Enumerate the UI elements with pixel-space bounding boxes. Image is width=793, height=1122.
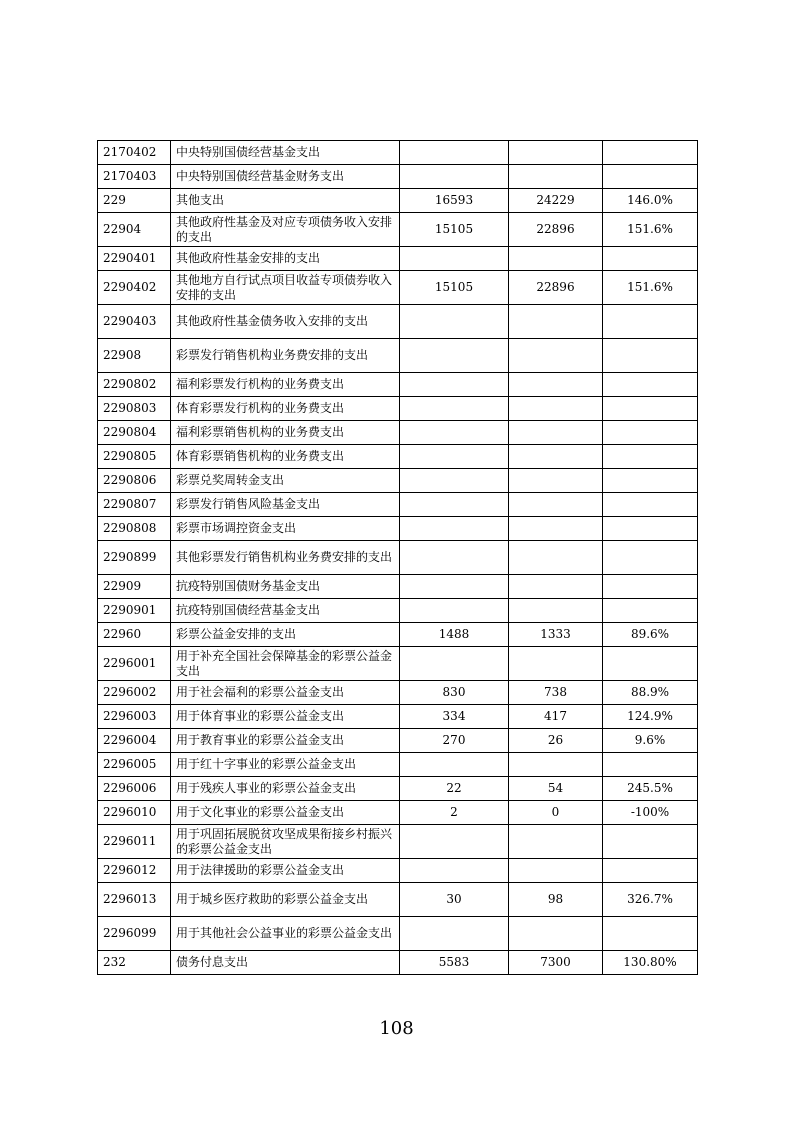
percent-cell: 89.6% (603, 623, 698, 647)
table-row (98, 859, 698, 883)
item-code-cell: 2296003 (98, 705, 171, 729)
percent-cell (603, 247, 698, 271)
table-row (98, 599, 698, 623)
table-row (98, 575, 698, 599)
value-cell-1 (400, 647, 509, 681)
value-cell-1 (400, 917, 509, 951)
percent-cell (603, 373, 698, 397)
item-name-cell: 用于文化事业的彩票公益金支出 (171, 801, 400, 825)
table-row (98, 189, 698, 213)
item-code-cell: 2170403 (98, 165, 171, 189)
item-name-cell: 体育彩票销售机构的业务费支出 (171, 445, 400, 469)
value-cell-2: 417 (509, 705, 603, 729)
value-cell-2 (509, 575, 603, 599)
table-row (98, 729, 698, 753)
value-cell-1 (400, 469, 509, 493)
item-code-cell: 2290805 (98, 445, 171, 469)
item-code-cell: 2296011 (98, 825, 171, 859)
table-row (98, 373, 698, 397)
value-cell-2: 22896 (509, 271, 603, 305)
item-name-cell: 福利彩票销售机构的业务费支出 (171, 421, 400, 445)
table-row (98, 339, 698, 373)
item-name-cell: 彩票发行销售机构业务费安排的支出 (171, 339, 400, 373)
table-row (98, 421, 698, 445)
item-name-cell: 其他政府性基金及对应专项债务收入安排的支出 (171, 213, 400, 247)
value-cell-1: 22 (400, 777, 509, 801)
item-name-cell: 其他彩票发行销售机构业务费安排的支出 (171, 541, 400, 575)
table-row (98, 213, 698, 247)
value-cell-1 (400, 575, 509, 599)
table-row (98, 623, 698, 647)
item-name-cell: 用于残疾人事业的彩票公益金支出 (171, 777, 400, 801)
item-code-cell: 2296012 (98, 859, 171, 883)
item-code-cell: 232 (98, 951, 171, 975)
table-row (98, 247, 698, 271)
item-code-cell: 2290807 (98, 493, 171, 517)
item-code-cell: 229 (98, 189, 171, 213)
item-code-cell: 2290402 (98, 271, 171, 305)
percent-cell (603, 445, 698, 469)
value-cell-2: 738 (509, 681, 603, 705)
value-cell-2 (509, 141, 603, 165)
item-code-cell: 2290899 (98, 541, 171, 575)
percent-cell (603, 825, 698, 859)
percent-cell (603, 141, 698, 165)
item-name-cell: 债务付息支出 (171, 951, 400, 975)
value-cell-1 (400, 247, 509, 271)
percent-cell (603, 541, 698, 575)
item-code-cell: 2296004 (98, 729, 171, 753)
value-cell-1: 1488 (400, 623, 509, 647)
value-cell-1 (400, 825, 509, 859)
value-cell-2 (509, 859, 603, 883)
item-name-cell: 抗疫特别国债财务基金支出 (171, 575, 400, 599)
value-cell-1: 334 (400, 705, 509, 729)
page-number: 108 (379, 1018, 414, 1039)
item-code-cell: 2290901 (98, 599, 171, 623)
table-row (98, 271, 698, 305)
value-cell-1 (400, 859, 509, 883)
value-cell-2 (509, 825, 603, 859)
item-code-cell: 2296001 (98, 647, 171, 681)
item-name-cell: 彩票公益金安排的支出 (171, 623, 400, 647)
table-row (98, 753, 698, 777)
value-cell-1 (400, 753, 509, 777)
item-name-cell: 用于教育事业的彩票公益金支出 (171, 729, 400, 753)
value-cell-2: 98 (509, 883, 603, 917)
item-name-cell: 彩票发行销售风险基金支出 (171, 493, 400, 517)
value-cell-1 (400, 541, 509, 575)
percent-cell (603, 493, 698, 517)
item-name-cell: 用于其他社会公益事业的彩票公益金支出 (171, 917, 400, 951)
value-cell-2 (509, 599, 603, 623)
value-cell-1: 15105 (400, 271, 509, 305)
percent-cell (603, 647, 698, 681)
percent-cell (603, 517, 698, 541)
item-code-cell: 2296013 (98, 883, 171, 917)
table-row (98, 681, 698, 705)
table-row (98, 493, 698, 517)
value-cell-1: 15105 (400, 213, 509, 247)
item-name-cell: 用于红十字事业的彩票公益金支出 (171, 753, 400, 777)
value-cell-2 (509, 647, 603, 681)
item-code-cell: 2290803 (98, 397, 171, 421)
value-cell-2 (509, 305, 603, 339)
table-row (98, 517, 698, 541)
item-code-cell: 22908 (98, 339, 171, 373)
value-cell-2 (509, 373, 603, 397)
item-name-cell: 彩票兑奖周转金支出 (171, 469, 400, 493)
percent-cell: 245.5% (603, 777, 698, 801)
table-row (98, 951, 698, 975)
percent-cell (603, 165, 698, 189)
value-cell-1 (400, 599, 509, 623)
value-cell-1 (400, 339, 509, 373)
value-cell-1: 5583 (400, 951, 509, 975)
value-cell-2 (509, 445, 603, 469)
value-cell-1: 30 (400, 883, 509, 917)
item-code-cell: 2170402 (98, 141, 171, 165)
value-cell-1 (400, 373, 509, 397)
item-code-cell: 22909 (98, 575, 171, 599)
percent-cell: 130.80% (603, 951, 698, 975)
item-name-cell: 其他政府性基金安排的支出 (171, 247, 400, 271)
percent-cell (603, 339, 698, 373)
value-cell-2: 0 (509, 801, 603, 825)
value-cell-2: 1333 (509, 623, 603, 647)
item-name-cell: 福利彩票发行机构的业务费支出 (171, 373, 400, 397)
budget-table-body (98, 141, 698, 975)
percent-cell (603, 753, 698, 777)
item-name-cell: 抗疫特别国债经营基金支出 (171, 599, 400, 623)
value-cell-2 (509, 397, 603, 421)
item-name-cell: 用于城乡医疗救助的彩票公益金支出 (171, 883, 400, 917)
item-name-cell: 用于巩固拓展脱贫攻坚成果衔接乡村振兴的彩票公益金支出 (171, 825, 400, 859)
percent-cell: 151.6% (603, 271, 698, 305)
table-row (98, 305, 698, 339)
item-code-cell: 2296099 (98, 917, 171, 951)
percent-cell (603, 397, 698, 421)
value-cell-2 (509, 469, 603, 493)
item-code-cell: 22904 (98, 213, 171, 247)
table-row (98, 801, 698, 825)
value-cell-2 (509, 421, 603, 445)
value-cell-1 (400, 397, 509, 421)
value-cell-2 (509, 917, 603, 951)
table-row (98, 825, 698, 859)
table-row (98, 705, 698, 729)
percent-cell: 88.9% (603, 681, 698, 705)
table-row (98, 141, 698, 165)
item-code-cell: 2290403 (98, 305, 171, 339)
percent-cell: 151.6% (603, 213, 698, 247)
item-name-cell: 用于补充全国社会保障基金的彩票公益金支出 (171, 647, 400, 681)
percent-cell (603, 575, 698, 599)
item-name-cell: 其他支出 (171, 189, 400, 213)
item-code-cell: 2290806 (98, 469, 171, 493)
value-cell-1 (400, 445, 509, 469)
item-name-cell: 用于社会福利的彩票公益金支出 (171, 681, 400, 705)
percent-cell: -100% (603, 801, 698, 825)
value-cell-2 (509, 339, 603, 373)
item-code-cell: 2296010 (98, 801, 171, 825)
value-cell-2 (509, 165, 603, 189)
item-code-cell: 2296005 (98, 753, 171, 777)
value-cell-1: 2 (400, 801, 509, 825)
table-row (98, 777, 698, 801)
item-code-cell: 2290804 (98, 421, 171, 445)
item-code-cell: 2296002 (98, 681, 171, 705)
table-row (98, 469, 698, 493)
item-name-cell: 彩票市场调控资金支出 (171, 517, 400, 541)
value-cell-2 (509, 541, 603, 575)
value-cell-2 (509, 517, 603, 541)
item-name-cell: 其他地方自行试点项目收益专项债券收入安排的支出 (171, 271, 400, 305)
item-name-cell: 体育彩票发行机构的业务费支出 (171, 397, 400, 421)
percent-cell: 9.6% (603, 729, 698, 753)
value-cell-1 (400, 421, 509, 445)
percent-cell: 146.0% (603, 189, 698, 213)
item-code-cell: 2290401 (98, 247, 171, 271)
percent-cell (603, 859, 698, 883)
table-row (98, 445, 698, 469)
item-code-cell: 2296006 (98, 777, 171, 801)
item-name-cell: 用于法律援助的彩票公益金支出 (171, 859, 400, 883)
table-row (98, 541, 698, 575)
value-cell-2 (509, 753, 603, 777)
percent-cell (603, 599, 698, 623)
value-cell-1: 16593 (400, 189, 509, 213)
value-cell-2: 7300 (509, 951, 603, 975)
item-name-cell: 中央特别国债经营基金财务支出 (171, 165, 400, 189)
item-code-cell: 2290808 (98, 517, 171, 541)
percent-cell (603, 421, 698, 445)
item-code-cell: 2290802 (98, 373, 171, 397)
value-cell-1: 270 (400, 729, 509, 753)
value-cell-2 (509, 493, 603, 517)
percent-cell (603, 917, 698, 951)
value-cell-1: 830 (400, 681, 509, 705)
item-code-cell: 22960 (98, 623, 171, 647)
budget-table (97, 140, 698, 975)
table-row (98, 165, 698, 189)
percent-cell (603, 469, 698, 493)
value-cell-1 (400, 141, 509, 165)
value-cell-2: 26 (509, 729, 603, 753)
value-cell-2: 24229 (509, 189, 603, 213)
table-row (98, 647, 698, 681)
value-cell-2: 22896 (509, 213, 603, 247)
item-name-cell: 用于体育事业的彩票公益金支出 (171, 705, 400, 729)
percent-cell (603, 305, 698, 339)
percent-cell: 326.7% (603, 883, 698, 917)
item-name-cell: 其他政府性基金债务收入安排的支出 (171, 305, 400, 339)
value-cell-2: 54 (509, 777, 603, 801)
table-row (98, 883, 698, 917)
value-cell-1 (400, 517, 509, 541)
percent-cell: 124.9% (603, 705, 698, 729)
item-name-cell: 中央特别国债经营基金支出 (171, 141, 400, 165)
value-cell-1 (400, 493, 509, 517)
value-cell-1 (400, 305, 509, 339)
table-row (98, 397, 698, 421)
table-row (98, 917, 698, 951)
value-cell-2 (509, 247, 603, 271)
value-cell-1 (400, 165, 509, 189)
